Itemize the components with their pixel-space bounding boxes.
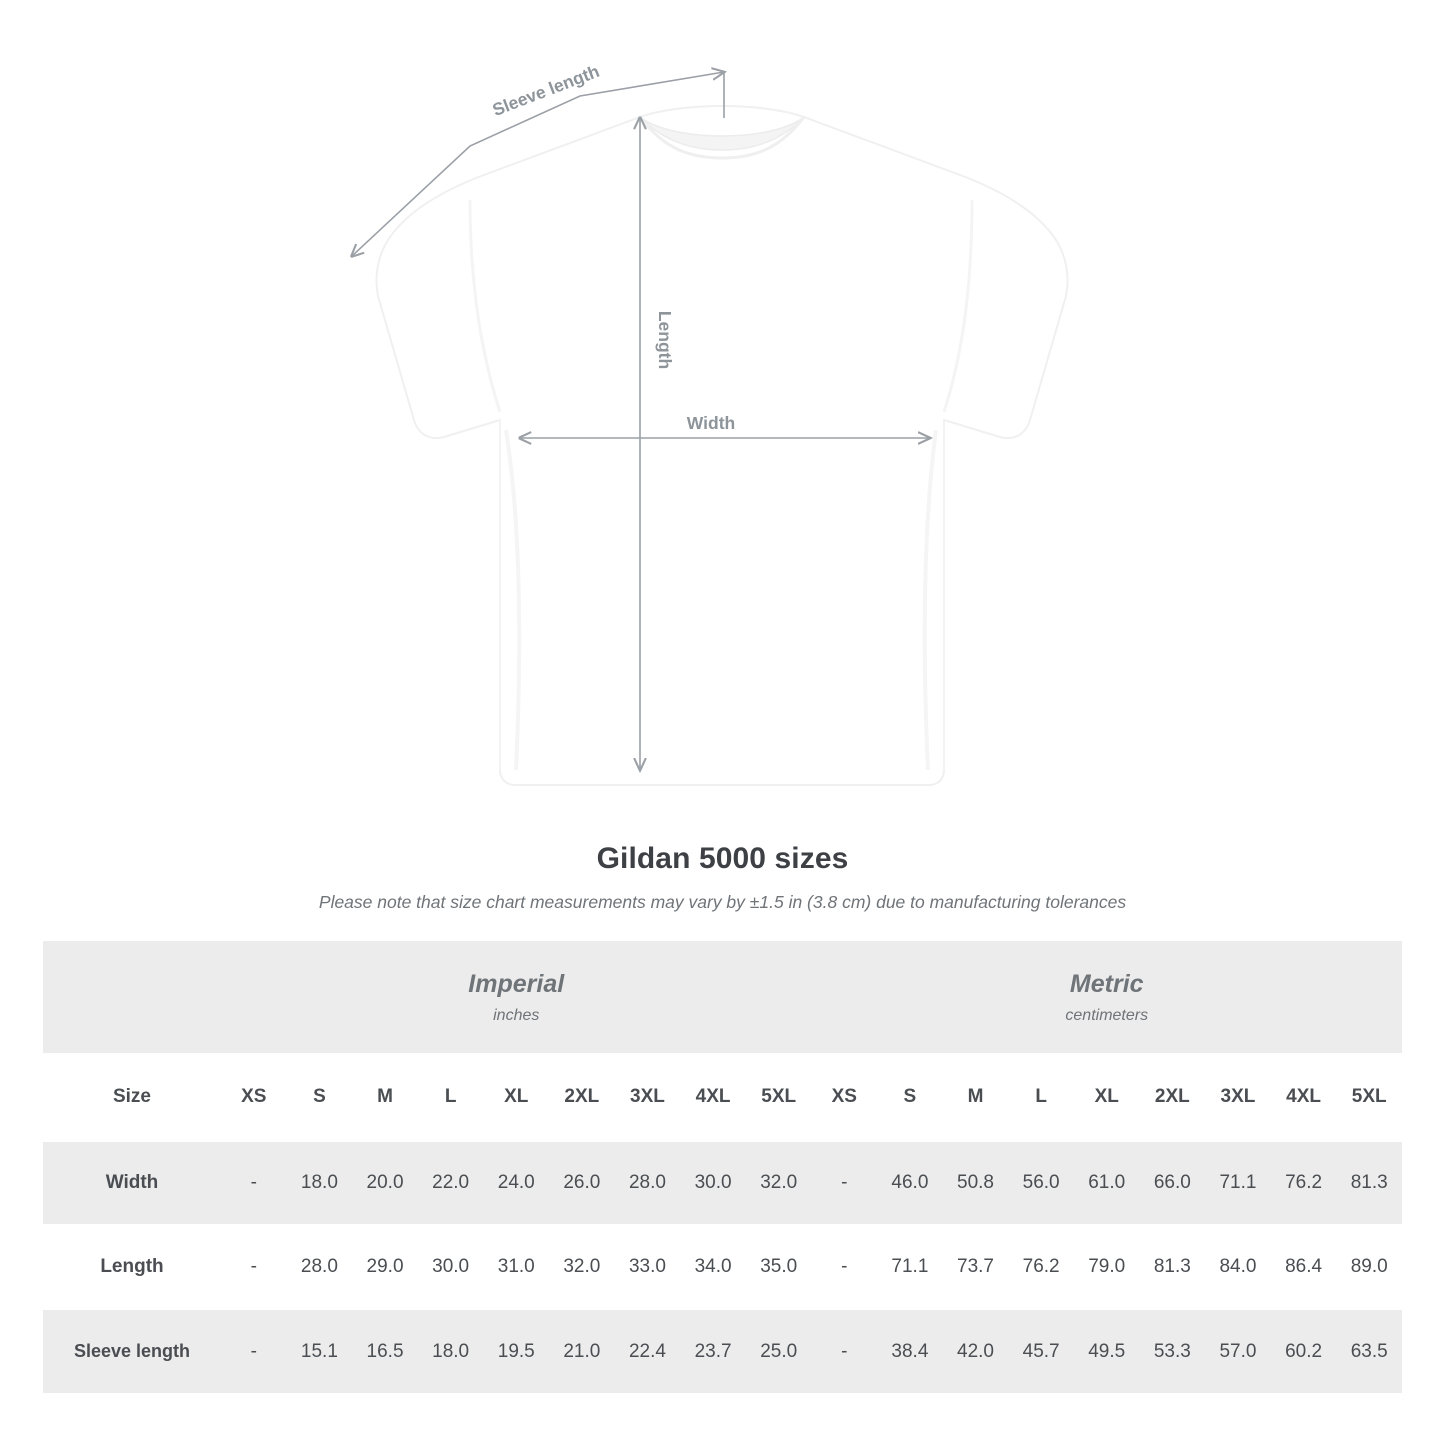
row-label-width: Width	[43, 1141, 221, 1225]
sleeve-metric-4xl: 60.2	[1271, 1309, 1337, 1393]
sleeve-metric-m: 42.0	[943, 1309, 1009, 1393]
sleeve-imperial-s: 15.1	[287, 1309, 353, 1393]
length-imperial-3xl: 33.0	[615, 1225, 681, 1309]
table-row	[43, 1309, 1402, 1393]
size-header-metric-4xl: 4XL	[1271, 1053, 1337, 1141]
page-title: Gildan 5000 sizes	[596, 842, 849, 875]
row-label-sleeve-length: Sleeve length	[43, 1309, 221, 1393]
tshirt-shape	[376, 106, 1067, 785]
width-imperial-5xl: 32.0	[746, 1141, 812, 1225]
width-imperial-xs: -	[221, 1141, 287, 1225]
size-column-header: Size	[43, 1053, 221, 1141]
unit-header-spacer	[43, 941, 221, 1053]
length-metric-3xl: 84.0	[1205, 1225, 1271, 1309]
length-imperial-5xl: 35.0	[746, 1225, 812, 1309]
size-header-imperial-3xl: 3XL	[615, 1053, 681, 1141]
size-header-imperial-m: M	[352, 1053, 418, 1141]
width-metric-5xl: 81.3	[1336, 1141, 1402, 1225]
imperial-system-label: Imperial	[468, 970, 565, 999]
width-imperial-4xl: 30.0	[680, 1141, 746, 1225]
imperial-unit-label: inches	[493, 1006, 540, 1024]
size-header-imperial-5xl: 5XL	[746, 1053, 812, 1141]
length-metric-5xl: 89.0	[1336, 1225, 1402, 1309]
size-header-metric-s: S	[877, 1053, 943, 1141]
chart-title-block	[0, 842, 1445, 913]
width-imperial-2xl: 26.0	[549, 1141, 615, 1225]
sleeve-metric-5xl: 63.5	[1336, 1309, 1402, 1393]
sleeve-imperial-3xl: 22.4	[615, 1309, 681, 1393]
length-imperial-4xl: 34.0	[680, 1225, 746, 1309]
width-metric-m: 50.8	[943, 1141, 1009, 1225]
size-header-metric-l: L	[1008, 1053, 1074, 1141]
size-table	[43, 941, 1402, 1393]
width-metric-4xl: 76.2	[1271, 1141, 1337, 1225]
width-imperial-l: 22.0	[418, 1141, 484, 1225]
width-metric-3xl: 71.1	[1205, 1141, 1271, 1225]
sleeve-metric-xl: 49.5	[1074, 1309, 1140, 1393]
width-imperial-3xl: 28.0	[615, 1141, 681, 1225]
sleeve-metric-2xl: 53.3	[1140, 1309, 1206, 1393]
sleeve-imperial-xs: -	[221, 1309, 287, 1393]
length-imperial-2xl: 32.0	[549, 1225, 615, 1309]
size-header-metric-m: M	[943, 1053, 1009, 1141]
size-header-imperial-xl: XL	[483, 1053, 549, 1141]
width-metric-xl: 61.0	[1074, 1141, 1140, 1225]
size-header-metric-xs: XS	[811, 1053, 877, 1141]
size-header-metric-2xl: 2XL	[1140, 1053, 1206, 1141]
size-header-metric-xl: XL	[1074, 1053, 1140, 1141]
metric-unit-label: centimeters	[1065, 1006, 1149, 1024]
width-metric-l: 56.0	[1008, 1141, 1074, 1225]
size-header-imperial-xs: XS	[221, 1053, 287, 1141]
tolerance-note: Please note that size chart measurements may vary by ±1.5 in (3.8 cm) due to manufacturing tolerances	[318, 892, 1127, 912]
size-header-imperial-l: L	[418, 1053, 484, 1141]
length-imperial-m: 29.0	[352, 1225, 418, 1309]
size-header-imperial-s: S	[287, 1053, 353, 1141]
unit-header-row	[43, 941, 1402, 1053]
length-imperial-xs: -	[221, 1225, 287, 1309]
length-imperial-s: 28.0	[287, 1225, 353, 1309]
length-metric-xl: 79.0	[1074, 1225, 1140, 1309]
size-header-imperial-4xl: 4XL	[680, 1053, 746, 1141]
table-row	[43, 1141, 1402, 1225]
table-row	[43, 1225, 1402, 1309]
sleeve-imperial-5xl: 25.0	[746, 1309, 812, 1393]
length-label: Length	[655, 310, 675, 370]
sleeve-length-label: Sleeve length	[489, 60, 603, 120]
length-imperial-xl: 31.0	[483, 1225, 549, 1309]
width-metric-2xl: 66.0	[1140, 1141, 1206, 1225]
size-header-row	[43, 1053, 1402, 1141]
sleeve-metric-xs: -	[811, 1309, 877, 1393]
sleeve-imperial-m: 16.5	[352, 1309, 418, 1393]
imperial-header	[221, 941, 811, 1053]
sleeve-imperial-l: 18.0	[418, 1309, 484, 1393]
row-label-length: Length	[43, 1225, 221, 1309]
size-header-metric-5xl: 5XL	[1336, 1053, 1402, 1141]
sleeve-metric-s: 38.4	[877, 1309, 943, 1393]
width-imperial-m: 20.0	[352, 1141, 418, 1225]
metric-header	[811, 941, 1402, 1053]
width-imperial-s: 18.0	[287, 1141, 353, 1225]
sleeve-metric-3xl: 57.0	[1205, 1309, 1271, 1393]
width-imperial-xl: 24.0	[483, 1141, 549, 1225]
sleeve-imperial-2xl: 21.0	[549, 1309, 615, 1393]
size-header-metric-3xl: 3XL	[1205, 1053, 1271, 1141]
width-label: Width	[686, 413, 736, 433]
size-table-container	[43, 941, 1402, 1393]
length-imperial-l: 30.0	[418, 1225, 484, 1309]
sleeve-metric-l: 45.7	[1008, 1309, 1074, 1393]
length-metric-xs: -	[811, 1225, 877, 1309]
sleeve-imperial-4xl: 23.7	[680, 1309, 746, 1393]
length-metric-m: 73.7	[943, 1225, 1009, 1309]
width-metric-s: 46.0	[877, 1141, 943, 1225]
length-metric-2xl: 81.3	[1140, 1225, 1206, 1309]
size-header-imperial-2xl: 2XL	[549, 1053, 615, 1141]
sleeve-imperial-xl: 19.5	[483, 1309, 549, 1393]
width-metric-xs: -	[811, 1141, 877, 1225]
length-metric-l: 76.2	[1008, 1225, 1074, 1309]
length-metric-4xl: 86.4	[1271, 1225, 1337, 1309]
length-metric-s: 71.1	[877, 1225, 943, 1309]
metric-system-label: Metric	[1069, 970, 1144, 999]
